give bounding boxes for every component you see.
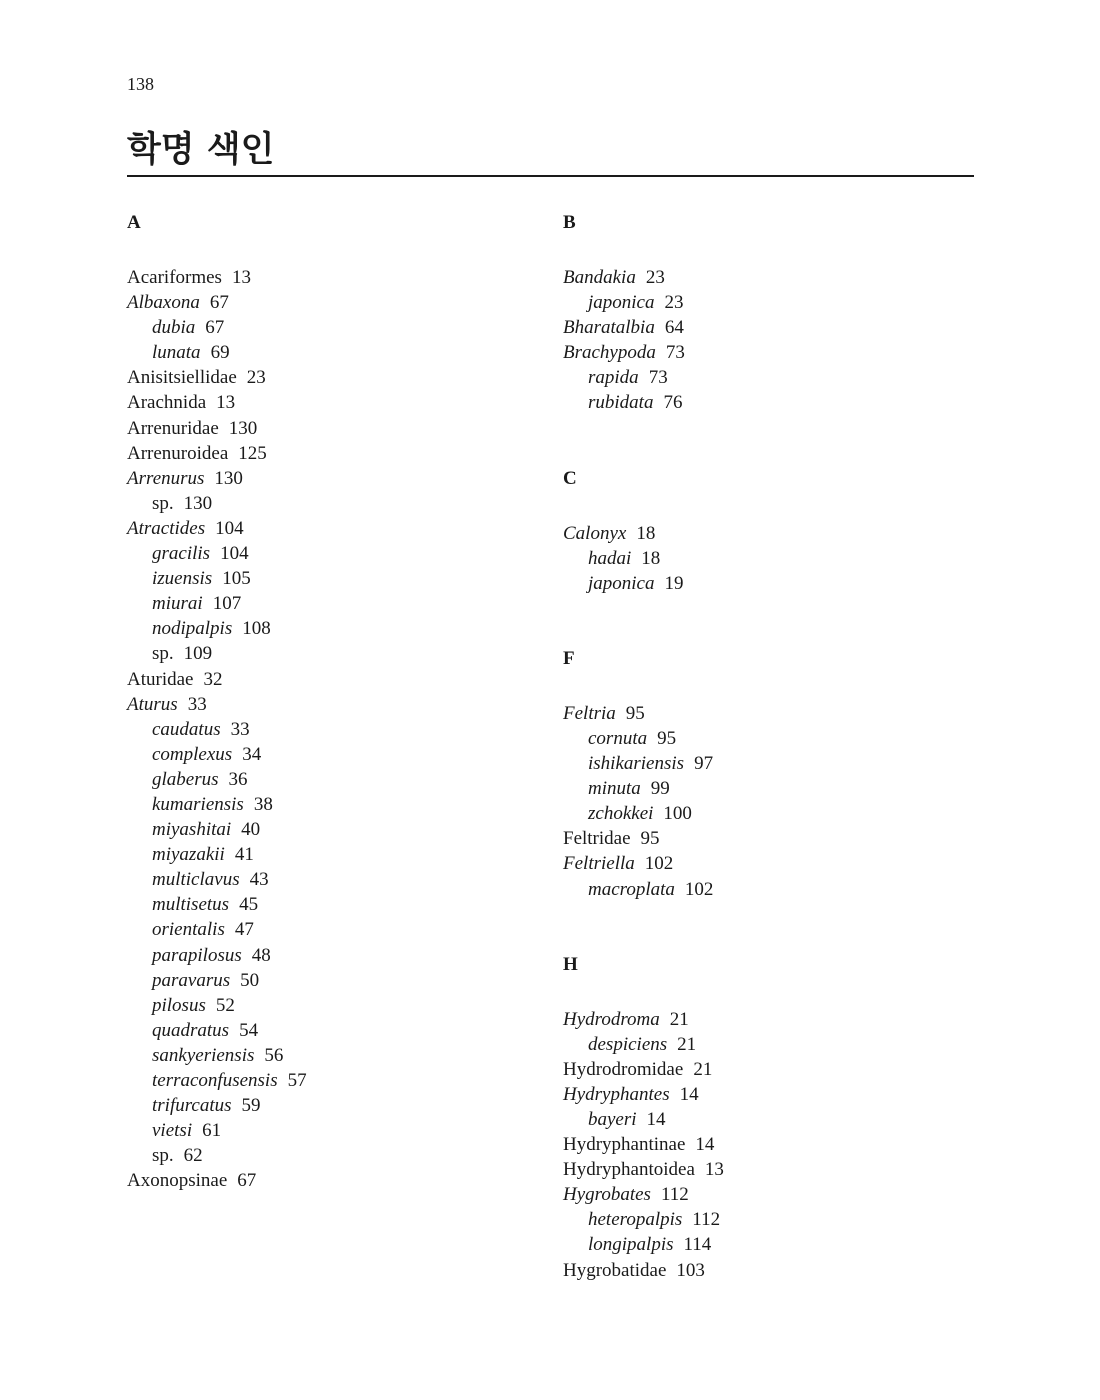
entry-page: 103 [676,1259,705,1281]
entry-page: 112 [660,1184,689,1206]
entry-term: sankyeriensis [152,1044,255,1066]
index-section [563,466,983,596]
entry-term: trifurcatus [152,1095,232,1117]
entry-page: 102 [644,853,674,875]
entry-page: 62 [183,1145,203,1167]
index-entry [563,1207,983,1232]
entry-page: 52 [215,994,235,1016]
entry-page: 14 [646,1108,666,1130]
index-entry [127,742,547,767]
index-entry [563,801,983,826]
entry-page: 54 [239,1019,259,1041]
entry-page: 64 [664,317,684,339]
entry-term: Hydrodroma [563,1008,660,1030]
entry-page: 47 [234,919,254,941]
entry-term: glaberus [152,768,219,790]
entry-term: pilosus [152,994,206,1016]
entry-page: 13 [231,267,251,288]
index-entry [563,521,983,546]
entry-page: 102 [684,878,714,900]
index-entry [563,290,983,315]
entry-page: 21 [677,1033,697,1055]
entry-term: macroplata [588,878,675,900]
entry-term: parapilosus [152,944,242,966]
index-entry [127,491,547,516]
section-letter: B [563,212,576,233]
index-entry [127,792,547,817]
index-entry [127,1043,547,1068]
index-entry [127,1143,547,1168]
entry-page: 13 [704,1159,724,1181]
index-entry [563,1032,983,1057]
entry-page: 112 [692,1209,721,1231]
index-entry [127,1168,547,1193]
index-entry [563,340,983,365]
entry-term: Atractides [127,517,206,539]
entry-page: 107 [212,593,242,615]
entry-page: 130 [214,467,243,489]
index-entry [127,667,547,692]
index-entry [563,546,983,571]
entry-term: cornuta [588,727,648,749]
index-entry [127,917,547,942]
index-entry [127,466,547,491]
entry-term: vietsi [152,1120,193,1142]
entry-term: Feltriella [563,853,635,875]
index-entry [127,1093,547,1118]
index-entry [563,726,983,751]
entry-term: multisetus [152,894,230,916]
entry-term: complexus [152,743,233,765]
index-entry [563,1232,983,1257]
entry-term: Arrenurus [127,467,205,489]
entry-term: lunata [152,342,201,364]
entry-term: miyashitai [152,819,232,841]
entry-page: 18 [636,522,656,544]
entry-page: 38 [253,793,273,815]
entry-term: Arrenuroidea [127,442,229,464]
entry-page: 14 [679,1083,699,1105]
entry-page: 23 [645,267,665,288]
entry-term: sp. [152,492,174,514]
index-entry [563,851,983,876]
entry-page: 32 [203,668,223,690]
entry-page: 21 [693,1058,713,1080]
page-number: 138 [127,74,154,94]
entry-page: 13 [216,392,236,414]
index-entry [563,1258,983,1283]
entry-term: orientalis [152,919,225,941]
entry-term: miyazakii [152,844,225,866]
index-entry [127,290,547,315]
entry-page: 19 [664,572,684,594]
entry-term: sp. [152,1145,174,1167]
entry-term: japonica [588,572,655,594]
index-entry [563,776,983,801]
index-entry [563,1182,983,1207]
index-entry [127,692,547,717]
index-entry [127,892,547,917]
index-entry [127,591,547,616]
entry-term: Bharatalbia [563,317,655,339]
entry-page: 109 [183,643,213,665]
index-entry [127,1068,547,1093]
index-column-right [563,210,983,1333]
entry-term: Feltria [563,702,616,724]
entry-page: 23 [664,292,684,314]
entry-page: 104 [220,543,249,565]
entry-page: 95 [657,727,677,749]
entry-term: Hydrodromidae [563,1058,684,1080]
index-entry [563,1107,983,1132]
entry-term: heteropalpis [588,1209,683,1231]
index-entry [127,365,547,390]
section-letter: A [127,212,141,233]
page-title: 학명 색인 [127,128,974,177]
index-section [563,646,983,902]
entry-page: 130 [183,492,213,514]
index-entry [127,968,547,993]
entry-page: 108 [242,618,271,640]
index-entry [127,867,547,892]
entry-page: 95 [625,702,645,724]
entry-term: paravarus [152,969,231,991]
index-entry [563,1132,983,1157]
index-entry [127,1018,547,1043]
entry-term: despiciens [588,1033,668,1055]
entry-page: 67 [209,292,229,314]
entry-page: 33 [187,693,207,715]
entry-page: 61 [202,1120,222,1142]
entry-page: 97 [694,753,714,775]
entry-term: quadratus [152,1019,230,1041]
index-entry [563,315,983,340]
entry-term: Brachypoda [563,342,656,364]
entry-term: Hydryphantinae [563,1134,686,1156]
entry-term: Acariformes [127,267,222,288]
index-entry [127,340,547,365]
index-entry [127,616,547,641]
index-entry [563,826,983,851]
entry-term: Hygrobates [563,1184,651,1206]
index-entry [563,390,983,415]
entry-term: nodipalpis [152,618,233,640]
entry-term: japonica [588,292,655,314]
index-entry [127,416,547,441]
index-entry [563,571,983,596]
index-entry [127,541,547,566]
entry-page: 104 [215,517,244,539]
entry-term: Albaxona [127,292,200,314]
index-entry [563,877,983,902]
entry-page: 43 [249,869,269,891]
entry-term: Feltridae [563,828,631,850]
entry-term: Hydryphantes [563,1083,670,1105]
entry-page: 67 [237,1170,257,1192]
entry-page: 41 [234,844,254,866]
index-entry [127,390,547,415]
entry-page: 100 [663,803,692,825]
entry-term: Axonopsinae [127,1170,228,1192]
entry-page: 130 [228,417,258,439]
entry-term: Aturus [127,693,178,715]
entry-page: 114 [683,1234,712,1256]
index-entry [563,701,983,726]
entry-page: 73 [648,367,668,389]
index-entry [127,641,547,666]
index-entry [127,1118,547,1143]
index-entry [127,993,547,1018]
index-entry [127,817,547,842]
entry-term: dubia [152,317,196,339]
entry-page: 76 [663,392,683,414]
index-entry [127,767,547,792]
index-entry [563,1007,983,1032]
entry-page: 33 [230,718,250,740]
entry-term: Bandakia [563,267,636,288]
entry-term: Aturidae [127,668,194,690]
entry-page: 125 [238,442,267,464]
index-entry [563,1157,983,1182]
entry-term: multiclavus [152,869,240,891]
entry-term: zchokkei [588,803,654,825]
index-section [563,210,983,416]
entry-page: 14 [695,1134,715,1156]
index-entry [127,265,547,290]
entry-term: Anisitsiellidae [127,367,237,389]
entry-page: 40 [241,819,261,841]
section-letter: C [563,467,577,489]
entry-term: terraconfusensis [152,1070,278,1091]
entry-page: 67 [205,317,225,339]
entry-term: sp. [152,643,174,665]
entry-term: kumariensis [152,793,244,815]
entry-term: izuensis [152,568,213,590]
entry-term: hadai [588,547,632,569]
entry-term: Arrenuridae [127,417,219,439]
entry-page: 18 [641,547,661,569]
entry-term: rapida [588,367,639,389]
section-letter: F [563,647,575,669]
index-entry [127,842,547,867]
entry-term: bayeri [588,1108,637,1130]
entry-page: 48 [251,944,271,966]
entry-page: 56 [264,1044,284,1066]
entry-page: 99 [650,778,670,800]
index-entry [127,441,547,466]
entry-term: Calonyx [563,522,627,544]
entry-page: 45 [239,894,259,916]
entry-term: miurai [152,593,203,615]
index-entry [563,1082,983,1107]
entry-term: Hydryphantoidea [563,1159,695,1181]
index-entry [127,566,547,591]
index-entry [127,516,547,541]
entry-page: 23 [246,367,266,389]
index-entry [127,717,547,742]
entry-term: Hygrobatidae [563,1259,667,1281]
entry-page: 73 [665,342,685,364]
index-section [127,210,547,1193]
index-entry [563,265,983,290]
entry-page: 21 [669,1008,689,1030]
index-entry [563,751,983,776]
entry-page: 57 [287,1070,307,1091]
entry-page: 95 [640,828,660,850]
section-letter: H [563,953,578,975]
entry-term: ishikariensis [588,753,685,775]
entry-page: 50 [240,969,260,991]
entry-term: gracilis [152,543,211,565]
entry-term: rubidata [588,392,654,414]
index-entry [127,315,547,340]
entry-page: 59 [241,1095,261,1117]
entry-term: Arachnida [127,392,207,414]
index-column-left [127,210,547,1243]
entry-term: longipalpis [588,1234,674,1256]
index-entry [127,943,547,968]
entry-term: caudatus [152,718,221,740]
index-entry [563,1057,983,1082]
index-section [563,952,983,1283]
entry-page: 105 [222,568,251,590]
index-entry [563,365,983,390]
entry-page: 36 [228,768,248,790]
entry-page: 69 [210,342,230,364]
entry-term: minuta [588,778,641,800]
entry-page: 34 [242,743,262,765]
